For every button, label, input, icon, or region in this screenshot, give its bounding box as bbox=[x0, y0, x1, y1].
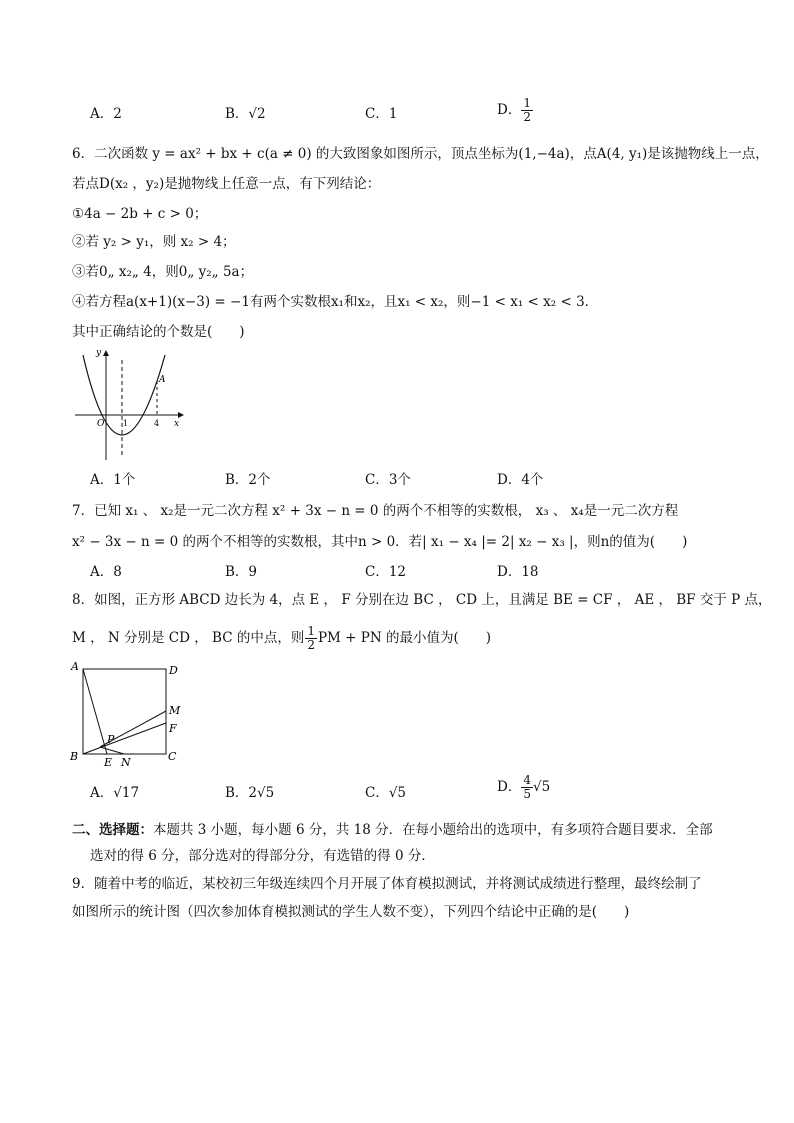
q6-conclusion-3: ③若0„ x₂„ 4，则0„ y₂„ 5a； bbox=[72, 264, 254, 280]
q5-option-b-prefix: B． bbox=[225, 106, 249, 122]
q7-option-d: D．18 bbox=[497, 564, 539, 580]
q6-fig-label-1: 1 bbox=[123, 419, 129, 428]
q9-stem-line2: 如图所示的统计图（四次参加体育模拟测试的学生人数不变），下列四个结论中正确的是( ) bbox=[72, 904, 630, 920]
q8-fig-label-n: N bbox=[121, 756, 131, 769]
q6-fig-label-x: x bbox=[174, 419, 180, 429]
q8-fig-label-e: E bbox=[104, 756, 113, 769]
q8-fig-label-b: B bbox=[70, 750, 79, 763]
q8-fig-label-c: C bbox=[168, 750, 177, 763]
q5-option-c: C．1 bbox=[365, 106, 398, 122]
section2-text-line1: 本题共 3 小题，每小题 6 分，共 18 分．在每小题给出的选项中，有多项符合题目要求．全部 bbox=[153, 822, 713, 838]
q7-option-a: A．8 bbox=[90, 564, 122, 580]
q6-option-c: C．3个 bbox=[365, 472, 411, 488]
q8-fig-label-m: M bbox=[169, 704, 181, 717]
q6-fig-label-4: 4 bbox=[154, 419, 160, 428]
q6-stem-line1: 6．二次函数 y = ax² + bx + c(a ≠ 0) 的大致图象如图所示，顶点坐标为(1,−4a)，点A(4, y₁)是该抛物线上一点， bbox=[72, 146, 769, 162]
q5-option-b bbox=[225, 104, 266, 124]
section2-title: 二、选择题： bbox=[72, 822, 153, 838]
q8-option-c: C．√5 bbox=[365, 785, 407, 801]
q8-stem-line1: 8．如图，正方形 ABCD 边长为 4，点 E ， F 分别在边 BC ， CD 上，且满足 BE = CF ， AE ， BF 交于 P 点， bbox=[72, 592, 772, 608]
q8-fig-label-p: P bbox=[107, 733, 115, 746]
q5-option-d-numerator: 1 bbox=[523, 96, 531, 110]
q7-option-b: B．9 bbox=[225, 564, 258, 580]
q5-option-b-value: √2 bbox=[248, 106, 266, 122]
q5-option-a: A．2 bbox=[90, 106, 122, 122]
q8-stem-line2 bbox=[72, 625, 491, 652]
q6-conclusion-2: ②若 y₂ > y₁，则 x₂ > 4； bbox=[72, 234, 236, 250]
q8-frac-denominator: 2 bbox=[307, 638, 315, 652]
q8-option-b: B．2√5 bbox=[225, 785, 275, 801]
q6-option-d: D．4个 bbox=[497, 472, 544, 488]
q6-conclusion-1: ①4a − 2b + c > 0； bbox=[72, 206, 208, 222]
section2-text-line2: 选对的得 6 分，部分选对的得部分分，有选错的得 0 分． bbox=[90, 848, 435, 864]
q6-parabola-figure bbox=[70, 345, 190, 463]
q5-option-d-denominator: 2 bbox=[523, 110, 531, 124]
q6-fig-label-o: O bbox=[97, 419, 105, 429]
q6-stem-line2: 若点D(x₂ ，y₂)是抛物线上任意一点，有下列结论： bbox=[72, 176, 381, 192]
q6-option-b: B．2个 bbox=[225, 472, 271, 488]
q7-option-c: C．12 bbox=[365, 564, 407, 580]
q6-question: 其中正确结论的个数是( ) bbox=[72, 324, 245, 340]
q8-option-d-suffix: √5 bbox=[532, 779, 551, 795]
q8-option-d-denominator: 5 bbox=[523, 787, 531, 801]
q6-fig-label-a: A bbox=[159, 375, 166, 385]
q8-fig-label-d: D bbox=[169, 664, 178, 677]
q5-option-d bbox=[497, 97, 533, 124]
q6-option-a: A．1个 bbox=[90, 472, 136, 488]
q8-option-d-numerator: 4 bbox=[523, 773, 531, 787]
q8-frac-numerator: 1 bbox=[307, 624, 315, 638]
q9-stem-line1: 9．随着中考的临近，某校初三年级连续四个月开展了体育模拟测试，并将测试成绩进行整理，最终绘制了 bbox=[72, 876, 702, 892]
q7-stem-line1: 7．已知 x₁ 、 x₂是一元二次方程 x² + 3x − n = 0 的两个不相等的实数根， x₃ 、 x₄是一元二次方程 bbox=[72, 503, 679, 519]
q8-stem-line2-pre: M ， N 分别是 CD ， BC 的中点，则 bbox=[72, 630, 305, 646]
q8-square-figure bbox=[68, 658, 188, 770]
q8-option-a: A．√17 bbox=[90, 785, 140, 801]
q6-conclusion-4: ④若方程a(x+1)(x−3) = −1有两个实数根x₁和x₂，且x₁ < x₂，则−1 < x₁ < x₂ < 3． bbox=[72, 294, 599, 310]
q8-option-d-prefix: D． bbox=[497, 779, 522, 795]
q6-fig-label-y: y bbox=[96, 348, 102, 358]
section2-heading bbox=[72, 820, 713, 840]
q8-option-d bbox=[497, 774, 550, 801]
q8-stem-line2-post: PM + PN 的最小值为( ) bbox=[317, 630, 491, 646]
q8-fig-label-a: A bbox=[71, 660, 79, 673]
q8-fig-label-f: F bbox=[169, 722, 177, 735]
q7-stem-line2: x² − 3x − n = 0 的两个不相等的实数根，其中n > 0．若| x₁ − x₄ |= 2| x₂ − x₃ |，则n的值为( ) bbox=[72, 534, 688, 550]
q5-option-d-prefix: D． bbox=[497, 102, 522, 118]
